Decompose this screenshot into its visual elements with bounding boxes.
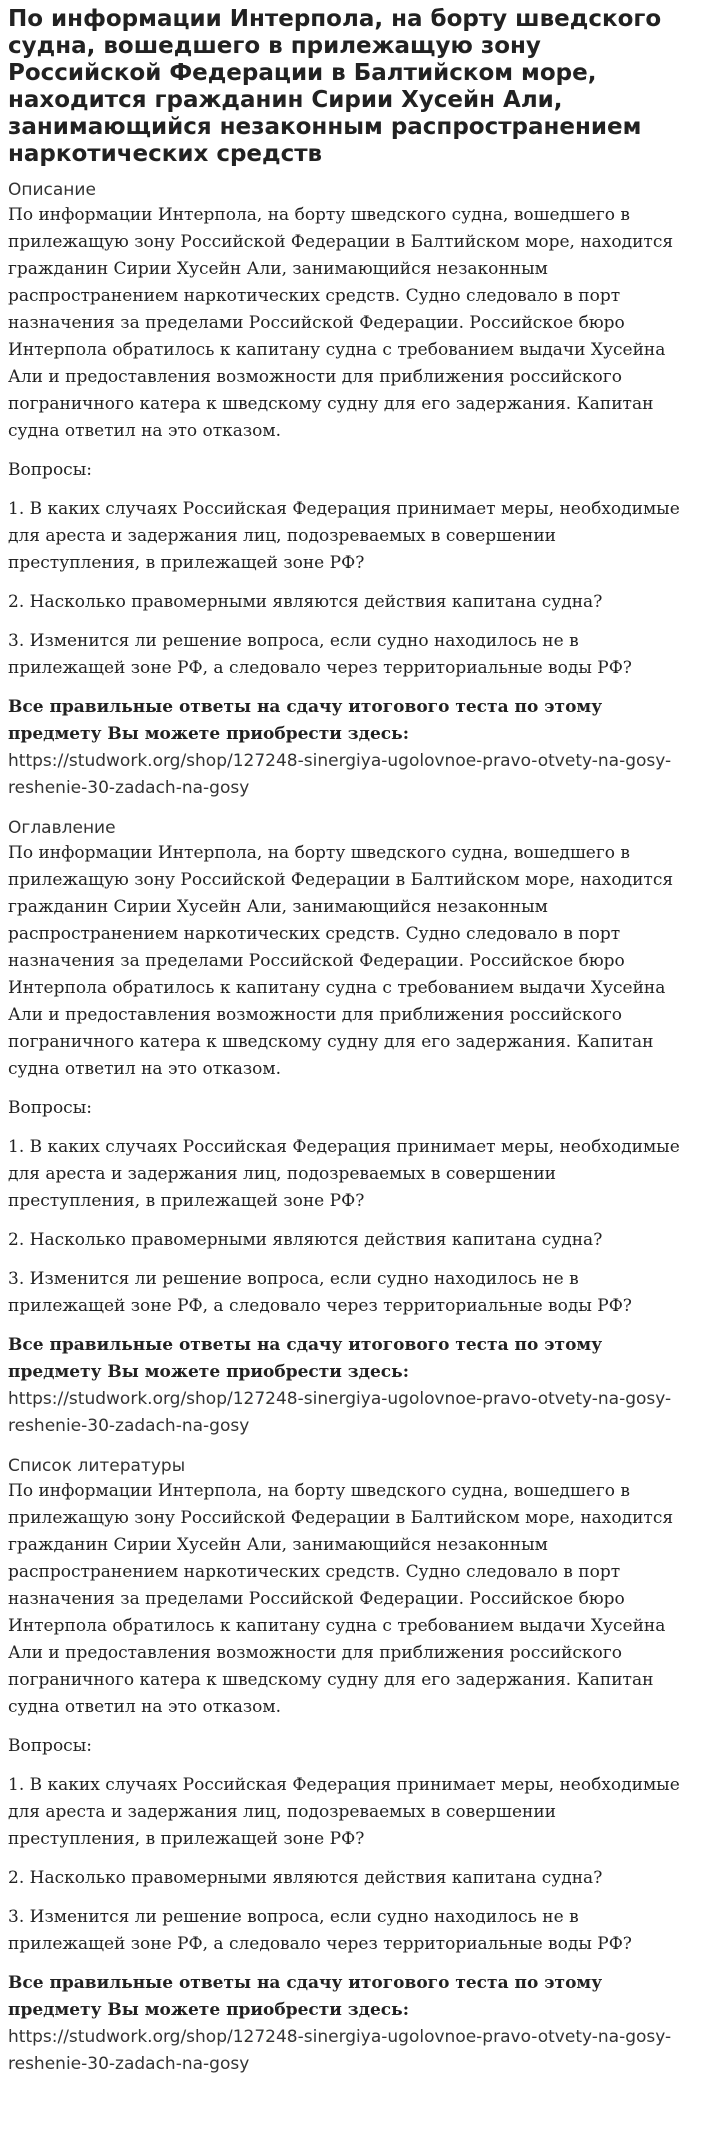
purchase-note-text: Все правильные ответы на сдачу итогового теста по этому предмету Вы можете приобрести здесь: <box>8 697 603 744</box>
question-1: 1. В каких случаях Российская Федерация принимает меры, необходимые для ареста и задержания лиц, подозреваемых в совершении преступления, в прилежащей зоне РФ? <box>8 1775 680 1849</box>
section-references <box>8 1454 693 2078</box>
section-description <box>8 178 693 802</box>
purchase-link[interactable]: https://studwork.org/shop/127248-sinergiya-ugolovnoe-pravo-otvety-na-gosy-reshenie-30-zadach-na-gosy <box>8 751 672 798</box>
section-body: По информации Интерпола, на борту шведского судна, вошедшего в прилежащую зону Российской Федерации в Балтийском море, находится гражданин Сирии Хусейн Али, занимающийся незаконным распространением наркотических средств. Судно следовало в порт назначения за пределами Российской Федерации. Российское бюро Интерпола обратилось к капитану судна с требованием выдачи Хусейна Али и предоставления возможности для приближения российского пограничного катера к шведскому судну для его задержания. Капитан судна ответил на это отказом. <box>8 1481 674 1717</box>
question-1: 1. В каких случаях Российская Федерация принимает меры, необходимые для ареста и задержания лиц, подозреваемых в совершении преступления, в прилежащей зоне РФ? <box>8 499 680 573</box>
purchase-note <box>8 1332 693 1440</box>
questions-label: Вопросы: <box>8 1736 92 1756</box>
question-3: 3. Изменится ли решение вопроса, если судно находилось не в прилежащей зоне РФ, а следовало через территориальные воды РФ? <box>8 1907 632 1954</box>
section-contents <box>8 816 693 1440</box>
question-1: 1. В каких случаях Российская Федерация принимает меры, необходимые для ареста и задержания лиц, подозреваемых в совершении преступления, в прилежащей зоне РФ? <box>8 1137 680 1211</box>
questions-label: Вопросы: <box>8 460 92 480</box>
purchase-note <box>8 694 693 802</box>
section-heading: Оглавление <box>8 818 116 838</box>
section-body: По информации Интерпола, на борту шведского судна, вошедшего в прилежащую зону Российской Федерации в Балтийском море, находится гражданин Сирии Хусейн Али, занимающийся незаконным распространением наркотических средств. Судно следовало в порт назначения за пределами Российской Федерации. Российское бюро Интерпола обратилось к капитану судна с требованием выдачи Хусейна Али и предоставления возможности для приближения российского пограничного катера к шведскому судну для его задержания. Капитан судна ответил на это отказом. <box>8 843 674 1079</box>
questions-label: Вопросы: <box>8 1098 92 1118</box>
section-body: По информации Интерпола, на борту шведского судна, вошедшего в прилежащую зону Российской Федерации в Балтийском море, находится гражданин Сирии Хусейн Али, занимающийся незаконным распространением наркотических средств. Судно следовало в порт назначения за пределами Российской Федерации. Российское бюро Интерпола обратилось к капитану судна с требованием выдачи Хусейна Али и предоставления возможности для приближения российского пограничного катера к шведскому судну для его задержания. Капитан судна ответил на это отказом. <box>8 205 674 441</box>
purchase-note-text: Все правильные ответы на сдачу итогового теста по этому предмету Вы можете приобрести здесь: <box>8 1973 603 2020</box>
purchase-note <box>8 1970 693 2078</box>
question-3: 3. Изменится ли решение вопроса, если судно находилось не в прилежащей зоне РФ, а следовало через территориальные воды РФ? <box>8 631 632 678</box>
purchase-link[interactable]: https://studwork.org/shop/127248-sinergiya-ugolovnoe-pravo-otvety-na-gosy-reshenie-30-zadach-na-gosy <box>8 2027 672 2074</box>
question-2: 2. Насколько правомерными являются действия капитана судна? <box>8 592 603 612</box>
question-2: 2. Насколько правомерными являются действия капитана судна? <box>8 1868 603 1888</box>
section-heading: Описание <box>8 180 96 200</box>
purchase-note-text: Все правильные ответы на сдачу итогового теста по этому предмету Вы можете приобрести здесь: <box>8 1335 603 1382</box>
question-2: 2. Насколько правомерными являются действия капитана судна? <box>8 1230 603 1250</box>
page-title: По информации Интерпола, на борту шведского судна, вошедшего в прилежащую зону Российской Федерации в Балтийском море, находится гражданин Сирии Хусейн Али, занимающийся незаконным распространением наркотических средств <box>8 6 662 167</box>
question-3: 3. Изменится ли решение вопроса, если судно находилось не в прилежащей зоне РФ, а следовало через территориальные воды РФ? <box>8 1269 632 1316</box>
purchase-link[interactable]: https://studwork.org/shop/127248-sinergiya-ugolovnoe-pravo-otvety-na-gosy-reshenie-30-zadach-na-gosy <box>8 1389 672 1436</box>
section-heading: Список литературы <box>8 1456 186 1476</box>
